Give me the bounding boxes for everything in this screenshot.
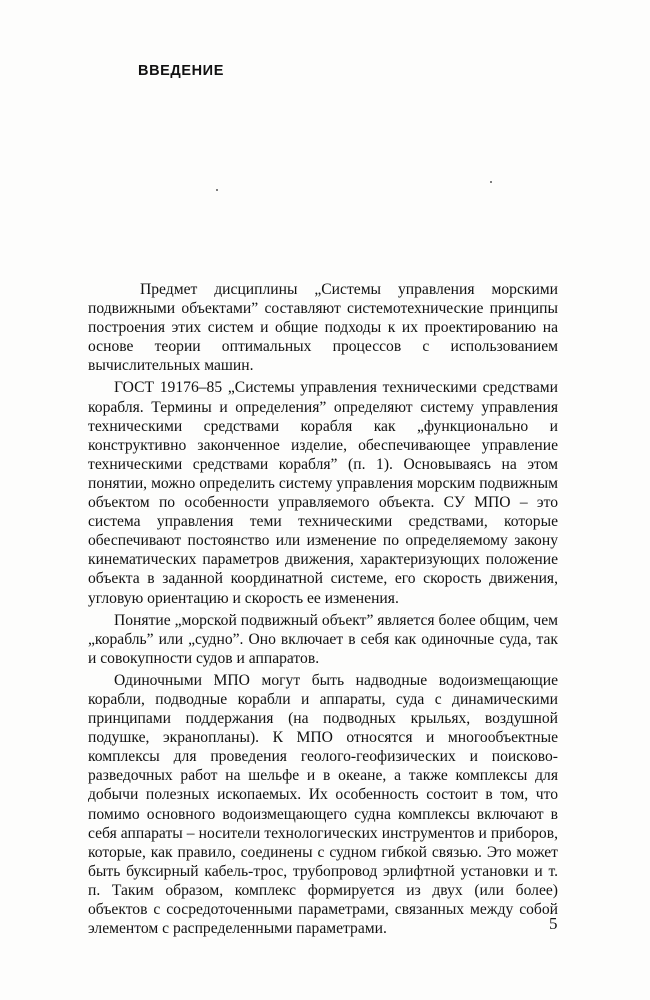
paragraph: Одиночными МПО могут быть надводные водоизмещающие корабли, подводные корабли и аппараты, суда с динамическими принципами поддержания (на подводных крыльях, воздушной подушке, экранопланы). К МПО относятся и многообъектные комплексы для проведения геолого-геофизических и поисково-разведочных работ на шельфе и в океане, а также комплексы для добычи полезных ископаемых. Их особенность состоит в том, что помимо основного водоизмещающего судна комплексы включают в себя аппараты – носители технологических инструментов и приборов, которые, как правило, соединены с судном гибкой связью. Это может быть буксирный кабель-трос, трубопровод эрлифтной установки и т. п. Таким образом, комплекс формируется из двух (или более) объектов с сосредоточенными параметрами, связанных между собой элементом с распределенными параметрами. [88, 671, 558, 938]
body-text [88, 280, 558, 938]
print-speck [216, 189, 218, 191]
page-number: 5 [549, 914, 558, 933]
chapter-heading: ВВЕДЕНИЕ [138, 63, 224, 79]
paragraph: ГОСТ 19176–85 „Системы управления техническими средствами корабля. Термины и определения” определяют систему управления техническими средствами корабля как „функционально и конструктивно законченное изделие, обеспечивающее управление техническими средствами корабля” (п. 1). Основываясь на этом понятии, можно определить систему управления морским подвижным объектом по особенности управляемого объекта. СУ МПО – это система управления теми техническими средствами, которые обеспечивают постоянство или изменение по определяемому закону кинематических параметров движения, характеризующих положение объекта в заданной координатной системе, его скорость движения, угловую ориентацию и скорость ее изменения. [88, 379, 558, 607]
paragraph: Предмет дисциплины „Системы управления морскими подвижными объектами” составляют системотехнические принципы построения этих систем и общие подходы к их проектированию на основе теории оптимальных процессов с использованием вычислительных машин. [88, 281, 558, 375]
print-speck [490, 181, 492, 183]
paragraph: Понятие „морской подвижный объект” является более общим, чем „корабль” или „судно”. Оно включает в себя как одиночные суда, так и совокупности судов и аппаратов. [88, 611, 558, 667]
